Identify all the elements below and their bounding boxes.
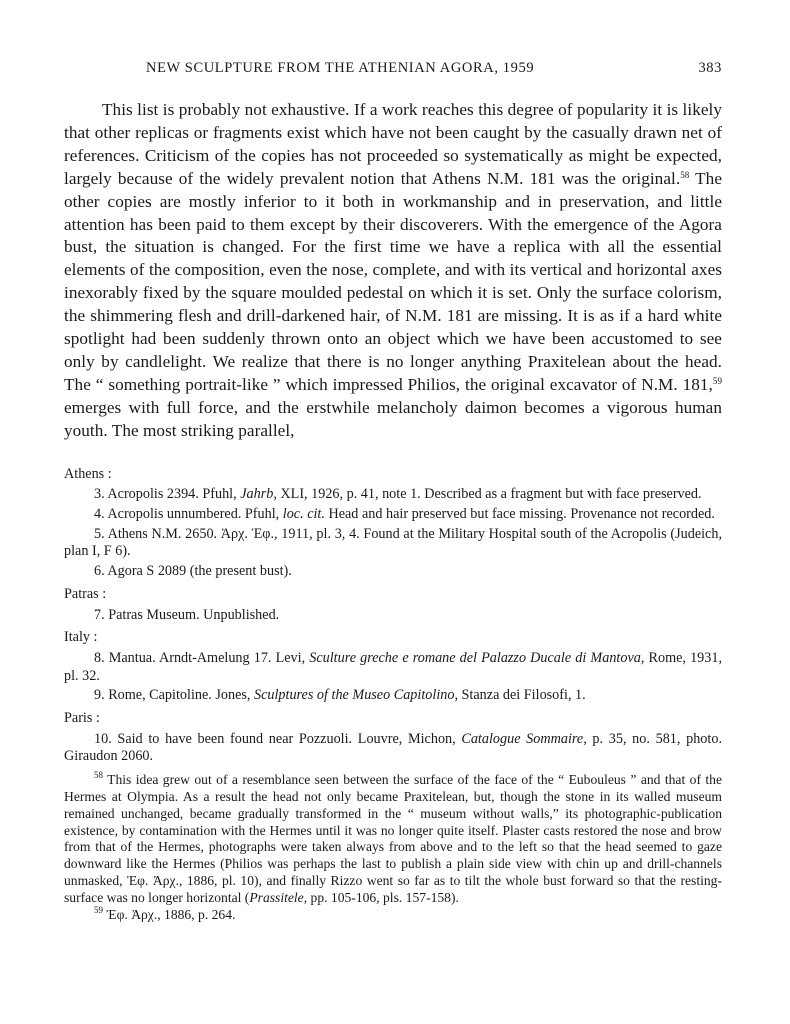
entry-10-text-end: , p. 35, no. 581, photo. Giraudon 2060.: [64, 730, 722, 765]
list-item: 5. Athens N.M. 2650. Ἀρχ. Ἐφ., 1911, pl. 3, 4. Found at the Military Hospital south of the Acropolis (Judeich, plan I, F 6).: [64, 525, 722, 560]
body-text-part3: emerges with full force, and the erstwhile melancholy daimon becomes a vigorous human youth. The most striking parallel,: [64, 397, 722, 440]
footnotes: [64, 772, 722, 923]
group-heading-italy: Italy :: [64, 629, 98, 646]
entry-4-italic: loc. cit.: [282, 506, 325, 522]
footnote-59-text: Ἐφ. Ἀρχ., 1886, p. 264.: [103, 906, 236, 922]
entry-3-italic: Jahrb: [240, 486, 274, 503]
replica-list: [64, 466, 722, 767]
list-item: [64, 687, 722, 705]
footnote-58-text: This idea grew out of a resemblance seen between the surface of the face of the “ Eubouleus ” and that of the Hermes at Olympia. As a result the head not only became Praxitelean, but, though the stone in its walled museum remained unchanged, became gradually transformed in the “ museum without walls,” its photographic-publication existence, by contamination with the Hermes until it was no longer quite itself. Plaster casts restored the nose and brow from that of the Hermes, photographs were taken always from above and to the left so that the head seemed to gaze downward like the Hermes (Philios was perhaps the last to publish a plain side view with chin up and drill-channels unmasked, Ἐφ. Ἀρχ., 1886, pl. 10), and finally Rizzo went so far as to tilt the whole bust forward so that the resting-surface was no longer horizontal (: [64, 772, 722, 905]
footnote-ref-59[interactable]: 59: [712, 375, 722, 386]
list-item: 7. Patras Museum. Unpublished.: [94, 606, 280, 623]
list-item: [64, 486, 722, 504]
entry-3-text-end: , XLI, 1926, p. 41, note 1. Described as a fragment but with face preserved.: [273, 486, 702, 503]
body-text-part1: This list is probably not exhaustive. If a work reaches this degree of popularity it is likely that other replicas or fragments exist which have not been caught by the casually drawn net of references. Criticism of the copies has not proceeded so systematically as might be expected, largely because of the widely prevalent notion that Athens N.M. 181 was the original.: [64, 100, 722, 188]
entry-8-text: 8. Mantua. Arndt-Amelung 17. Levi,: [94, 649, 310, 666]
list-item: 6. Agora S 2089 (the present bust).: [94, 563, 292, 580]
entry-10-text: 10. Said to have been found near Pozzuoli. Louvre, Michon,: [94, 730, 462, 747]
running-head: [64, 60, 722, 82]
list-item: [64, 731, 722, 766]
entry-4-text-end: Head and hair preserved but face missing. Provenance not recorded.: [324, 506, 715, 522]
footnote-ref-58[interactable]: 58: [680, 169, 690, 180]
body-text-part2: The other copies are mostly inferior to it both in workmanship and in preservation, and little attention has been paid to them except by their discoverers. With the emergence of the Agora bust, the situation is changed. For the first time we have a replica with all the essential elements of the composition, even the nose, complete, and with its vertical and horizontal axes inexorably fixed by the square moulded pedestal on which it is set. Only the surface colorism, the shimmering flesh and drill-darkened hair, of N.M. 181 are missing. It is as if a hard white spotlight had been suddenly thrown onto an object which we have been accustomed to see only by candlelight. We realize that there is no longer anything Praxitelean about the head. The “ something portrait-like ” which impressed Philios, the original excavator of N.M. 181,: [64, 168, 722, 394]
entry-10-italic: Catalogue Sommaire: [461, 730, 584, 747]
footnote-59-number: 59: [94, 904, 103, 915]
entry-8-italic: Sculture greche e romane del Palazzo Ducale di Mantova: [309, 649, 641, 666]
footnote-58-text-end: , pp. 105-106, pls. 157-158).: [303, 889, 459, 905]
entry-8-text-end: , Rome, 1931, pl. 32.: [64, 649, 722, 684]
footnote-58-number: 58: [94, 770, 103, 781]
group-heading-athens: Athens :: [64, 465, 112, 482]
footnote-58: [64, 772, 722, 906]
group-heading-patras: Patras :: [64, 585, 107, 602]
entry-9-text: 9. Rome, Capitoline. Jones,: [94, 687, 254, 704]
group-heading-paris: Paris :: [64, 710, 100, 727]
entry-9-italic: Sculptures of the Museo Capitolino: [254, 687, 455, 704]
page-number: 383: [698, 60, 722, 76]
entry-3-text: 3. Acropolis 2394. Pfuhl,: [94, 486, 241, 503]
body-paragraph: [64, 99, 722, 443]
running-title: NEW SCULPTURE FROM THE ATHENIAN AGORA, 1959: [146, 60, 535, 76]
list-item: [64, 506, 722, 524]
entry-4-text: 4. Acropolis unnumbered. Pfuhl,: [94, 506, 283, 522]
list-item: [64, 650, 722, 685]
footnote-59: [64, 904, 722, 924]
entry-9-text-end: , Stanza dei Filosofi, 1.: [454, 687, 586, 704]
footnote-58-italic: Prassitele: [249, 889, 304, 905]
page: [64, 60, 722, 923]
